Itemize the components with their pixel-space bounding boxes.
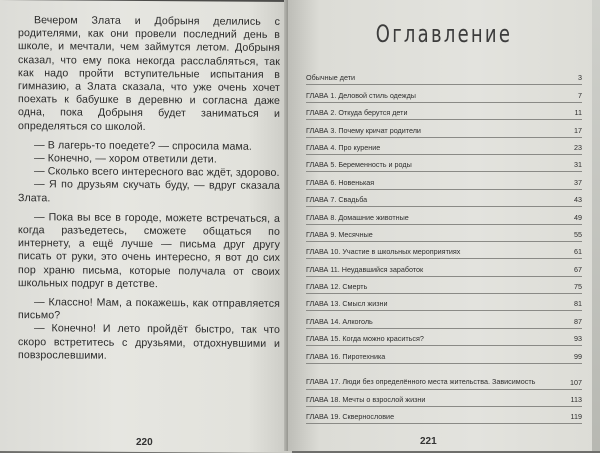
- toc-entry-page: 67: [574, 264, 582, 274]
- toc-entry-title: ГЛАВА 12. Смерть: [306, 282, 368, 292]
- page-number-right: 221: [420, 436, 437, 447]
- toc-entry-page: 87: [574, 316, 582, 326]
- toc-entry: [306, 207, 582, 224]
- toc-entry: [306, 277, 582, 294]
- toc-entry-title: ГЛАВА 11. Неудавшийся заработок: [306, 264, 424, 274]
- toc-entry-title: ГЛАВА 14. Алкоголь: [306, 316, 373, 326]
- toc-entry-title: Обычные дети: [306, 73, 356, 83]
- toc-entry-page: 81: [574, 299, 582, 309]
- toc-entry: [306, 390, 582, 407]
- toc-entry-title: ГЛАВА 15. Когда можно краситься?: [306, 334, 424, 344]
- dialogue-line: — Конечно, — хором ответили дети.: [34, 152, 217, 166]
- toc-entry: [306, 364, 582, 390]
- toc-entry-title: ГЛАВА 8. Домашние животные: [306, 212, 409, 222]
- table-of-contents: [306, 68, 582, 424]
- toc-entry-title: ГЛАВА 7. Свадьба: [306, 195, 368, 205]
- toc-entry-page: 107: [570, 377, 582, 387]
- story-paragraph: Вечером Злата и Добрыня делились с родителями, как они провели последний день в школе, и мечтали, чем займутся летом. Добрыня сказал, что ему пока некогда расслабляться, так как надо пройти вступительные испытания в гимназию, а Злата сказала, что уже очень хочет поехать к бабушке в деревню и согласна даже одна, пока Добрыня будет заниматься и определяться со школой.: [18, 14, 280, 133]
- toc-entry: [306, 172, 582, 189]
- toc-title: Оглавление: [375, 20, 513, 48]
- toc-entry: [306, 407, 582, 424]
- dialogue-line: — Классно! Мам, а покажешь, как отправляется письмо?: [18, 296, 280, 322]
- toc-entry-page: 7: [578, 90, 582, 100]
- toc-entry: [306, 225, 582, 242]
- toc-entry: [306, 155, 582, 172]
- toc-entry-title: ГЛАВА 10. Участие в школьных мероприятиях: [306, 247, 461, 257]
- toc-entry-title: ГЛАВА 9. Месячные: [306, 229, 373, 239]
- toc-entry-title: ГЛАВА 17. Люди без определённого места жительства. Зависимость: [306, 376, 536, 386]
- toc-entry-title: ГЛАВА 2. Откуда берутся дети: [306, 108, 408, 118]
- toc-entry-page: 49: [574, 212, 582, 222]
- toc-entry: [306, 311, 582, 328]
- dialogue-line: — В лагерь-то поедете? — спросила мама.: [34, 139, 252, 153]
- toc-entry-page: 37: [574, 177, 582, 187]
- toc-entry: [306, 68, 582, 85]
- toc-entry-page: 93: [574, 334, 582, 344]
- page-edge: [592, 0, 600, 451]
- toc-entry: [306, 346, 582, 363]
- toc-entry-title: ГЛАВА 3. Почему кричат родители: [306, 125, 421, 135]
- toc-entry-title: ГЛАВА 16. Пиротехника: [306, 351, 386, 361]
- toc-entry: [306, 85, 582, 102]
- toc-entry: [306, 138, 582, 155]
- toc-entry: [306, 120, 582, 137]
- toc-entry-title: ГЛАВА 19. Сквернословие: [306, 412, 395, 422]
- toc-entry: [306, 329, 582, 346]
- toc-entry-title: ГЛАВА 1. Деловой стиль одежды: [306, 90, 416, 100]
- dialogue-line: — Конечно! И лето пройдёт быстро, так что скоро встретитесь с друзьями, отдохнувшими и повзрослевшими.: [18, 322, 280, 362]
- toc-entry-page: 17: [574, 125, 582, 135]
- toc-entry-page: 31: [574, 160, 582, 170]
- dialogue-line: — Сколько всего интересного вас ждёт, здорово.: [34, 165, 280, 180]
- story-paragraph: — Пока вы все в городе, можете встречаться, а когда разъедетесь, сможете общаться по интернету, а ещё лучше — письма друг другу писать от руки, это очень интересно, я вот до сих пор храню письма, которые получала от своих школьных подруг в детстве.: [18, 211, 280, 290]
- right-page: [288, 0, 600, 451]
- toc-entry-title: ГЛАВА 18. Мечты о взрослой жизни: [306, 395, 426, 405]
- toc-entry-title: ГЛАВА 4. Про курение: [306, 142, 381, 152]
- toc-entry-title: ГЛАВА 5. Беременность и роды: [306, 160, 412, 170]
- toc-entry-title: ГЛАВА 13. Смысл жизни: [306, 299, 388, 309]
- dialogue-line: — Я по друзьям скучать буду, — вдруг сказала Злата.: [18, 178, 280, 204]
- toc-entry: [306, 294, 582, 311]
- toc-entry-page: 55: [574, 229, 582, 239]
- toc-entry: [306, 190, 582, 207]
- toc-entry: [306, 259, 582, 276]
- toc-entry: [306, 103, 582, 120]
- toc-entry-page: 99: [574, 351, 582, 361]
- toc-entry: [306, 242, 582, 259]
- toc-entry-page: 61: [574, 247, 582, 257]
- left-page: [0, 0, 292, 453]
- toc-entry-page: 3: [578, 73, 582, 83]
- page-number-left: 220: [136, 436, 153, 449]
- toc-entry-page: 119: [570, 412, 582, 422]
- story-text: [18, 14, 280, 364]
- toc-entry-page: 43: [574, 195, 582, 205]
- toc-entry-page: 113: [570, 395, 582, 405]
- toc-entry-page: 11: [574, 108, 582, 118]
- toc-entry-page: 23: [574, 142, 582, 152]
- toc-entry-page: 75: [574, 282, 582, 292]
- toc-entry-title: ГЛАВА 6. Новенькая: [306, 177, 375, 187]
